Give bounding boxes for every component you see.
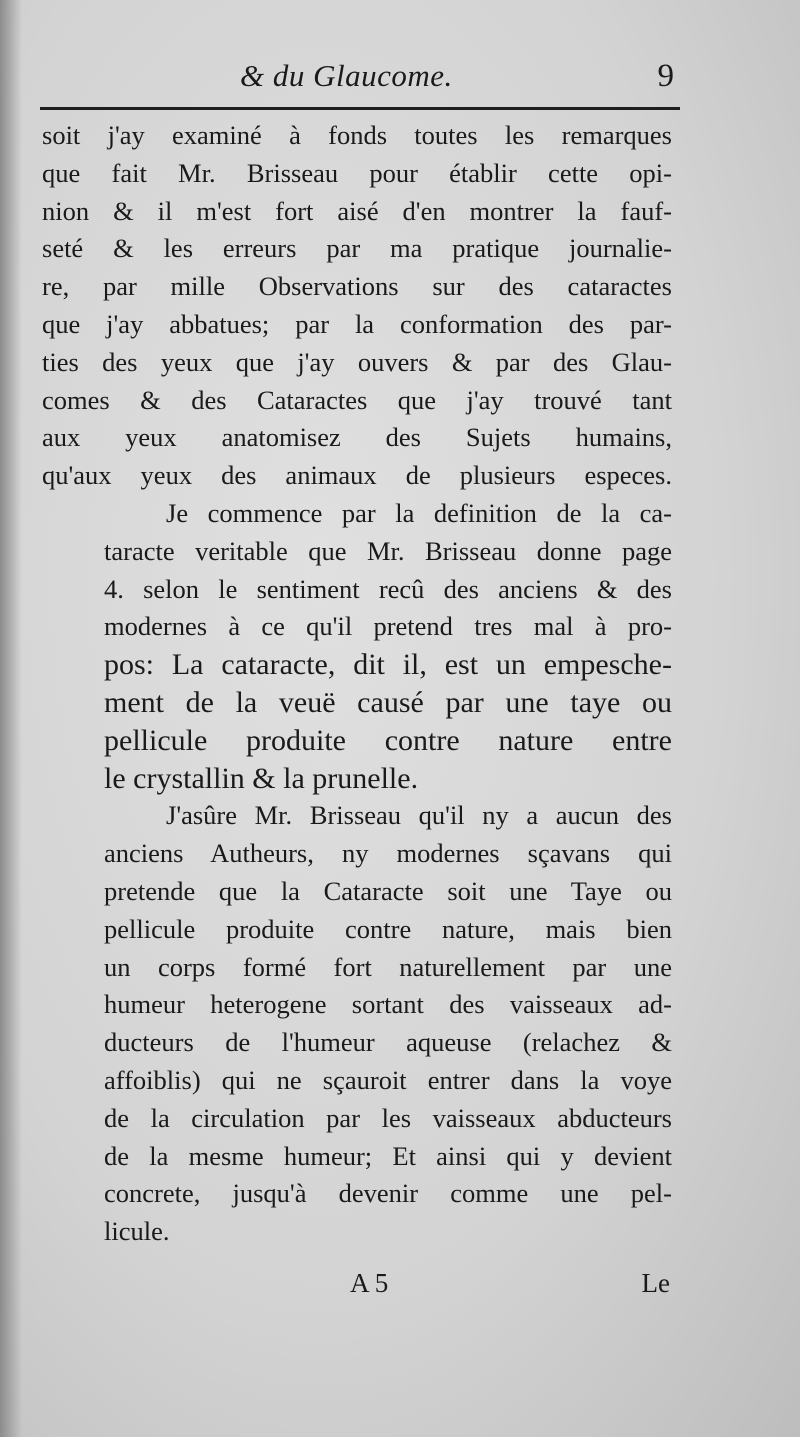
text-line: affoiblis) qui ne sçauroit entrer dans la voye xyxy=(104,1064,672,1095)
signature-mark: A 5 xyxy=(350,1268,389,1298)
text-line: pos: La cataracte, dit il, est un empesche- xyxy=(104,648,672,682)
text-line: pellicule produite contre nature entre xyxy=(104,723,672,757)
text-line: le crystallin & la prunelle. xyxy=(104,761,419,795)
text-line: 4. selon le sentiment recû des anciens & des xyxy=(104,573,672,604)
text-line: re, par mille Observations sur des cataractes xyxy=(42,271,672,302)
text-line: pellicule produite contre nature, mais bien xyxy=(104,913,672,944)
text-line: que j'ay abbatues; par la conformation des par- xyxy=(42,308,672,339)
text-line: de la mesme humeur; Et ainsi qui y devient xyxy=(104,1140,672,1171)
text-line: seté & les erreurs par ma pratique journalie- xyxy=(42,233,672,264)
text-line: Je commence par la definition de la ca- xyxy=(166,497,672,528)
text-line: concrete, jusqu'à devenir comme une pel- xyxy=(104,1178,672,1209)
page-header xyxy=(40,58,680,104)
text-line: licule. xyxy=(104,1216,170,1247)
text-line: que fait Mr. Brisseau pour établir cette opi- xyxy=(42,157,672,188)
running-title: & du Glaucome. xyxy=(240,58,453,93)
paragraph-1 xyxy=(42,117,672,495)
text-line: modernes à ce qu'il pretend tres mal à pro- xyxy=(104,611,672,642)
text-line: un corps formé fort naturellement par une xyxy=(104,951,672,982)
paragraph-3 xyxy=(42,797,672,1251)
page-footer xyxy=(40,1268,670,1308)
text-line: ties des yeux que j'ay ouvers & par des Glau- xyxy=(42,346,672,377)
text-line: soit j'ay examiné à fonds toutes les remarques xyxy=(42,120,672,150)
text-line: pretende que la Cataracte soit une Taye ou xyxy=(104,875,672,906)
text-line: taracte veritable que Mr. Brisseau donne page xyxy=(104,535,672,566)
text-line: humeur heterogene sortant des vaisseaux ad- xyxy=(104,989,672,1020)
header-rule xyxy=(40,107,680,110)
text-line: J'asûre Mr. Brisseau qu'il ny a aucun des xyxy=(166,800,672,831)
page-gutter-shadow xyxy=(0,0,22,1437)
text-line: qu'aux yeux des animaux de plusieurs especes. xyxy=(42,460,672,491)
paragraph-2 xyxy=(42,495,672,797)
text-line: aux yeux anatomisez des Sujets humains, xyxy=(42,422,672,453)
body-text xyxy=(42,117,672,1251)
text-line: ducteurs de l'humeur aqueuse (relachez & xyxy=(104,1027,672,1058)
text-line: anciens Autheurs, ny modernes sçavans qui xyxy=(104,838,672,869)
catchword: Le xyxy=(641,1268,670,1298)
text-line: nion & il m'est fort aisé d'en montrer la fauf- xyxy=(42,195,672,226)
page-number: 9 xyxy=(657,58,674,94)
text-line: de la circulation par les vaisseaux abducteurs xyxy=(104,1102,672,1133)
text-line: ment de la veuë causé par une taye ou xyxy=(104,685,672,719)
text-line: comes & des Cataractes que j'ay trouvé tant xyxy=(42,384,672,415)
